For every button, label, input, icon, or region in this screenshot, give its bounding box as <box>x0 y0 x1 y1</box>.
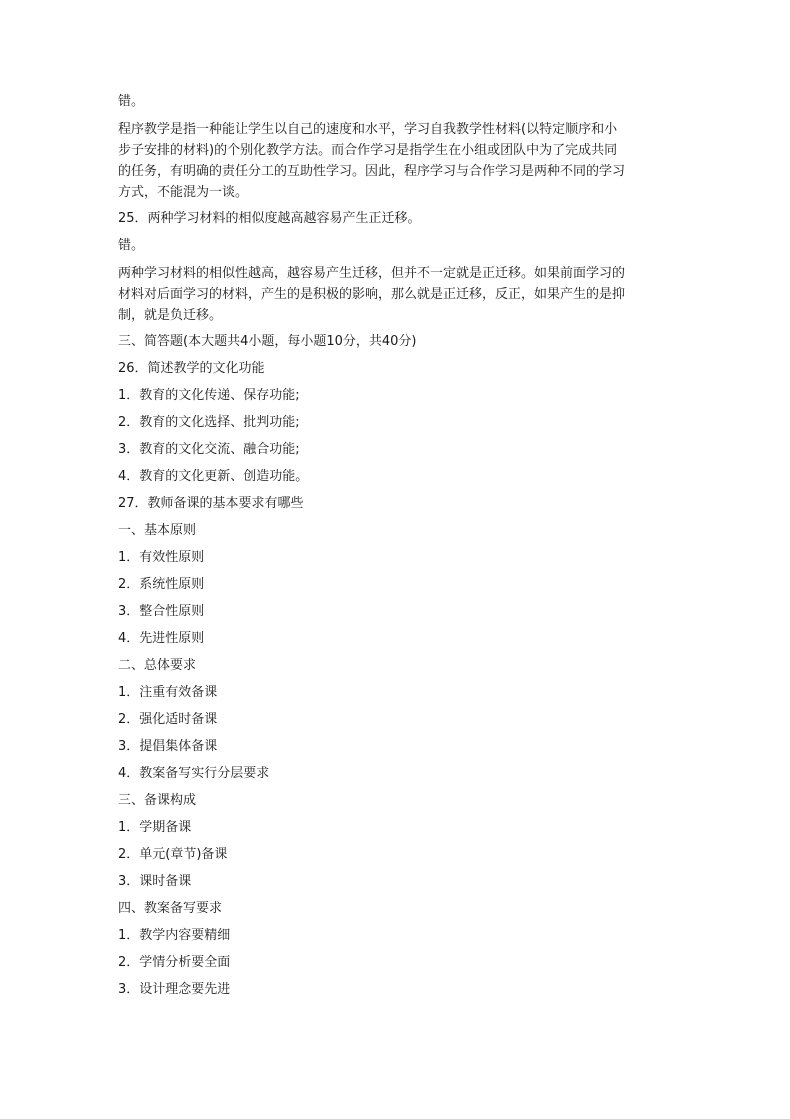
list-item: 1．有效性原则 <box>118 550 205 565</box>
list-item: 2．系统性原则 <box>118 577 205 592</box>
section-heading: 三、简答题(本大题共4小题，每小题10分，共40分) <box>118 334 417 349</box>
paragraph <box>118 119 670 203</box>
paragraph-line: 的任务，有明确的责任分工的互助性学习。因此，程序学习与合作学习是两种不同的学习 <box>118 164 626 179</box>
list-item: 1．注重有效备课 <box>118 685 218 700</box>
list-item: 3．提倡集体备课 <box>118 739 218 754</box>
list-item: 3．设计理念要先进 <box>118 982 231 997</box>
list-item: 4．先进性原则 <box>118 631 205 646</box>
list-item: 3．整合性原则 <box>118 604 205 619</box>
list-item: 3．教育的文化交流、融合功能; <box>118 442 300 457</box>
list-item: 1．教育的文化传递、保存功能; <box>118 388 300 403</box>
question-line: 26．简述教学的文化功能 <box>118 361 265 376</box>
list-item: 1．学期备课 <box>118 820 192 835</box>
list-item: 2．单元(章节)备课 <box>118 847 228 862</box>
list-item: 2．强化适时备课 <box>118 712 218 727</box>
list-item: 2．教育的文化选择、批判功能; <box>118 415 300 430</box>
question-line: 25．两种学习材料的相似度越高越容易产生正迁移。 <box>118 211 421 226</box>
list-item: 4．教案备写实行分层要求 <box>118 766 270 781</box>
section-heading: 一、基本原则 <box>118 523 197 538</box>
paragraph-line: 材料对后面学习的材料，产生的是积极的影响，那么就是正迁移，反正，如果产生的是抑 <box>118 287 626 302</box>
paragraph-line: 两种学习材料的相似性越高，越容易产生迁移，但并不一定就是正迁移。如果前面学习的 <box>118 266 626 281</box>
list-item: 4．教育的文化更新、创造功能。 <box>118 469 309 484</box>
section-heading: 三、备课构成 <box>118 793 197 808</box>
text-line: 错。 <box>118 94 145 109</box>
paragraph-line: 程序教学是指一种能让学生以自己的速度和水平，学习自我教学性材料(以特定顺序和小 <box>118 122 618 137</box>
list-item: 2．学情分析要全面 <box>118 955 231 970</box>
list-item: 1．教学内容要精细 <box>118 928 231 943</box>
paragraph-line: 步子安排的材料)的个别化教学方法。而合作学习是指学生在小组或团队中为了完成共同 <box>118 143 618 158</box>
list-item: 3．课时备课 <box>118 874 192 889</box>
paragraph-line: 方式，不能混为一谈。 <box>118 185 249 200</box>
section-heading: 二、总体要求 <box>118 658 197 673</box>
text-line: 错。 <box>118 238 145 253</box>
question-line: 27．教师备课的基本要求有哪些 <box>118 496 304 511</box>
paragraph <box>118 263 670 326</box>
document-page <box>118 92 670 1007</box>
section-heading: 四、教案备写要求 <box>118 901 223 916</box>
paragraph-line: 制，就是负迁移。 <box>118 308 223 323</box>
